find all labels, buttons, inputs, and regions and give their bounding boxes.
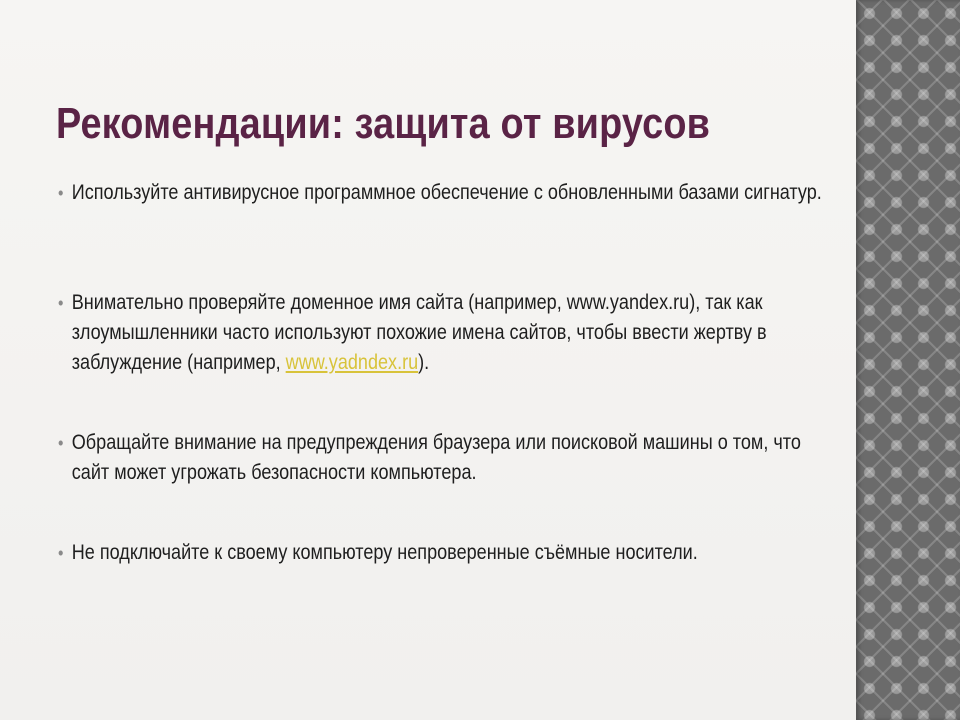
bullet-item (58, 538, 837, 568)
bullet-marker: • (58, 543, 64, 563)
bullet-item (58, 428, 837, 488)
decorative-side-pattern (856, 0, 960, 720)
bullet-text: Внимательно проверяйте доменное имя сайта (например, www.yandex.ru), так как злоумышленники часто используют похожие имена сайтов, чтобы ввести жертву в заблуждение (например, (71, 291, 767, 374)
bullet-text: Используйте антивирусное программное обеспечение с обновленными базами сигнатур. (71, 181, 822, 204)
bullet-marker: • (58, 293, 64, 313)
domain-link[interactable]: www.yadndex.ru (285, 351, 419, 374)
bullet-text: Не подключайте к своему компьютеру непроверенные съёмные носители. (71, 541, 698, 564)
bullet-marker: • (58, 433, 64, 453)
bullet-text-end: ). (418, 351, 430, 374)
bullet-item (58, 288, 837, 378)
bullet-text: Обращайте внимание на предупреждения браузера или поисковой машины о том, что сайт может угрожать безопасности компьютера. (71, 431, 801, 484)
slide-title: Рекомендации: защита от вирусов (56, 99, 711, 148)
bullet-marker: • (58, 183, 64, 203)
bullet-item (58, 178, 837, 208)
